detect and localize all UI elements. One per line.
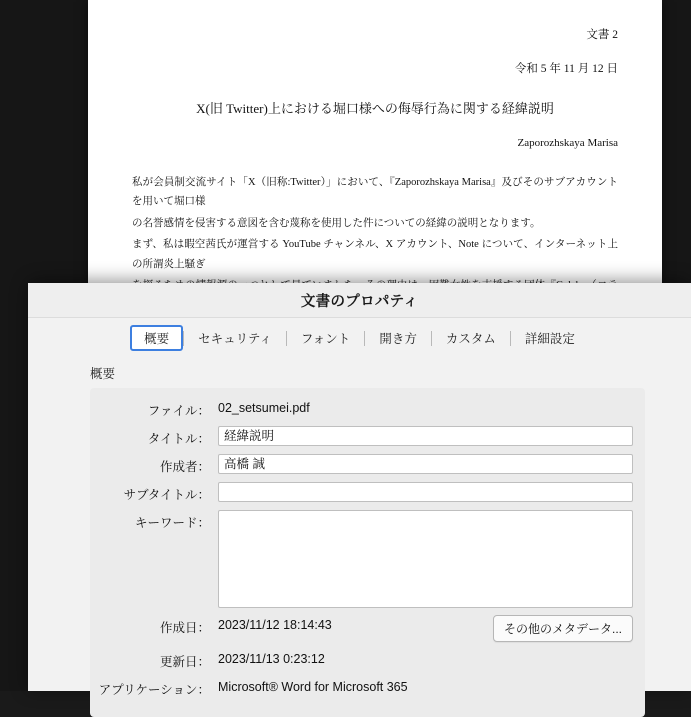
tab-security[interactable]: セキュリティ (198, 332, 272, 346)
document-paragraph: の名誉感情を侵害する意図を含む蔑称を使用した件についての経緯の説明となります。 (132, 217, 541, 229)
tab-fonts[interactable]: フォント (300, 332, 351, 346)
field-keywords (90, 510, 633, 608)
field-label-created: 作成日： (159, 621, 210, 635)
field-label-modified: 更新日： (159, 655, 210, 669)
tab-custom[interactable]: カスタム (445, 332, 496, 346)
field-value-modified: 2023/11/13 0:23:12 (218, 652, 325, 666)
title-input[interactable] (218, 426, 633, 446)
tab-bar (28, 318, 691, 356)
field-label-keywords: キーワード： (134, 516, 210, 530)
overview-section (44, 364, 675, 717)
field-label-file: ファイル： (147, 404, 210, 418)
more-metadata-button[interactable]: その他のメタデータ... (493, 615, 633, 642)
document-preview-page (88, 0, 662, 290)
field-label-author: 作成者： (159, 460, 210, 474)
document-paragraph: 私が会員制交流サイト「X（旧称:Twitter）」において、『Zaporozhskaya Marisa』及びそのサブアカウントを用いて堀口様 (132, 177, 618, 208)
subtitle-input[interactable] (218, 482, 633, 502)
properties-panel (90, 388, 645, 717)
document-author: Zaporozhskaya Marisa (517, 137, 618, 149)
field-label-title: タイトル： (147, 432, 210, 446)
field-label-subtitle: サブタイトル： (123, 488, 210, 502)
document-paragraph: まず、私は暇空茜氏が運営する YouTube チャンネル、X アカウント、Note について、インターネット上の所謂炎上騒ぎ (132, 239, 618, 270)
document-number: 文書 2 (586, 29, 618, 41)
field-value-file: 02_setsumei.pdf (218, 401, 310, 415)
field-title (90, 426, 633, 447)
document-title: X(旧 Twitter)上における堀口様への侮辱行為に関する経緯説明 (196, 101, 554, 116)
field-subtitle (90, 482, 633, 503)
field-value-created: 2023/11/12 18:14:43 (218, 618, 332, 632)
dialog-titlebar (28, 283, 691, 318)
keywords-input[interactable] (218, 510, 633, 608)
field-application (90, 677, 633, 698)
author-input[interactable] (218, 454, 633, 474)
section-title: 概要 (90, 367, 116, 381)
tab-advanced[interactable]: 詳細設定 (524, 332, 575, 346)
field-modified (90, 649, 633, 670)
tab-overview[interactable]: 概要 (130, 325, 183, 351)
tab-initial-view[interactable]: 開き方 (379, 332, 417, 346)
field-label-application: アプリケーション： (98, 683, 210, 697)
field-value-application: Microsoft® Word for Microsoft 365 (218, 680, 408, 694)
field-file (90, 398, 633, 419)
field-author (90, 454, 633, 475)
dialog-title: 文書のプロパティ (300, 293, 419, 310)
field-created (90, 615, 633, 642)
document-properties-dialog (28, 283, 691, 697)
document-date: 令和 5 年 11 月 12 日 (514, 63, 618, 75)
